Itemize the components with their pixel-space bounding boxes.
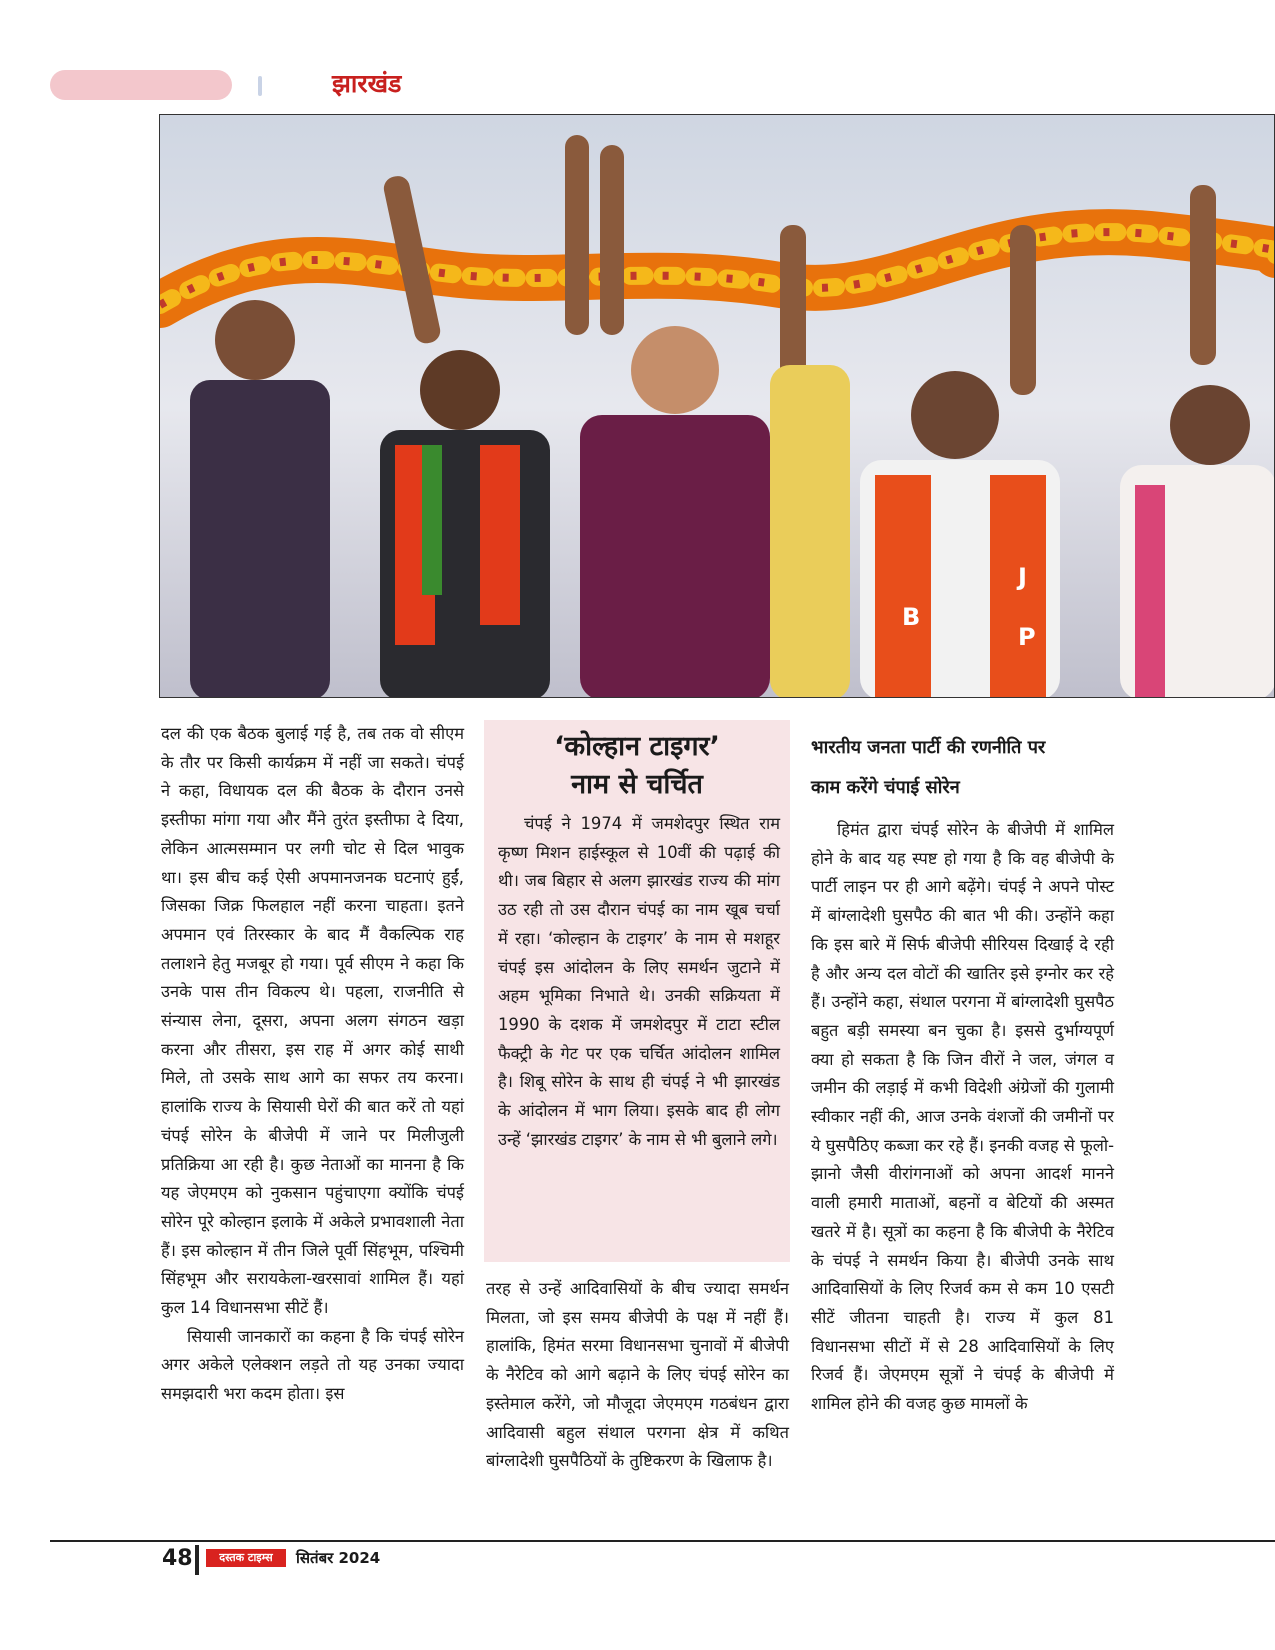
box-paragraph: चंपई ने 1974 में जमशेदपुर स्थित राम कृष्ण मिशन हाईस्कूल से 10वीं की पढ़ाई की थी। जब बिहार से अलग झारखंड राज्य की मांग उठ रही तो उस दौरान चंपई का नाम खूब चर्चा में रहा। ‘कोल्हान के टाइगर’ के नाम से मशहूर चंपई इस आंदोलन के लिए समर्थन जुटाने में अहम भूमिका निभाते थे। उनकी सक्रियता में 1990 के दशक में जमशेदपुर में टाटा स्टील फैक्ट्री के गेट पर एक चर्चित आंदोलन शामिल है। शिबू सोरेन के साथ ही चंपई ने भी झारखंड के आंदोलन में भाग लिया। इसके बाद ही लोग उन्हें ‘झारखंड टाइगर’ के नाम से भी बुलाने लगे। — [498, 814, 780, 1149]
sidebar-box — [484, 720, 790, 1262]
middle-column — [486, 1275, 789, 1476]
right-paragraph: हिमंत द्वारा चंपई सोरेन के बीजेपी में शामिल होने के बाद यह स्पष्ट हो गया है कि वह बीजेपी के पार्टी लाइन पर ही आगे बढ़ेंगे। चंपई ने अपने पोस्ट में बांग्लादेशी घुसपैठ की बात भी की। उन्होंने कहा कि इस बारे में सिर्फ बीजेपी सीरियस दिखाई दे रही है और अन्य दल वोटों की खातिर इसे इग्नोर कर रहे हैं। उन्होंने कहा, संथाल परगना में बांग्लादेशी घुसपैठ बहुत बड़ी समस्या बन चुका है। इससे दुर्भाग्यपूर्ण क्या हो सकता है कि जिन वीरों ने जल, जंगल व जमीन की लड़ाई में कभी विदेशी अंग्रेजों की गुलामी स्वीकार नहीं की, आज उनके वंशजों की जमीनों पर ये घुसपैठिए कब्जा कर रहे हैं। इनकी वजह से फूलो-झानो जैसी वीरांगनाओं को अपना आदर्श मानने वाली हमारी माताओं, बहनों व बेटियों की अस्मत खतरे में है। सूत्रों का कहना है कि बीजेपी के नैरेटिव के चंपई ने समर्थन किया है। बीजेपी उनके साथ आदिवासियों के लिए रिजर्व कम से कम 10 एसटी सीटें जीतना चाहती है। राज्य में कुल 81 विधानसभा सीटों में से 28 आदिवासियों के लिए रिजर्व हैं। जेएमएम सूत्रों ने चंपई के बीजेपी में शामिल होने की वजह कुछ मामलों के — [811, 820, 1114, 1414]
box-title — [484, 728, 790, 804]
svg-text:J: J — [1018, 563, 1027, 591]
right-column-title — [811, 728, 1114, 808]
section-title: झारखंड — [332, 69, 402, 98]
left-paragraph-2: सियासी जानकारों का कहना है कि चंपई सोरेन अगर अकेले एलेक्शन लड़ते तो यह उनका ज्यादा समझदारी भरा कदम होता। इस — [161, 1326, 464, 1404]
rally-photo — [159, 114, 1275, 698]
svg-text:B: B — [902, 603, 921, 631]
right-title-line-1: भारतीय जनता पार्टी की रणनीति पर — [811, 737, 1046, 758]
svg-text:P: P — [1018, 623, 1036, 651]
header-separator — [258, 76, 262, 96]
photo-icon — [160, 115, 1275, 698]
box-title-line-1: ‘कोल्हान टाइगर’ — [554, 731, 720, 762]
left-paragraph-1: दल की एक बैठक बुलाई गई है, तब तक वो सीएम के तौर पर किसी कार्यक्रम में नहीं जा सकते। चंपई ने कहा, विधायक दल की बैठक के दौरान उनसे इस्तीफा मांगा गया और मैंने तुरंत इस्तीफा दे दिया, लेकिन आत्मसम्मान पर लगी चोट से दिल भावुक था। इस बीच कई ऐसी अपमानजनक घटनाएं हुईं, जिसका जिक्र फिलहाल नहीं करना चाहता। इतने अपमान एवं तिरस्कार के बाद मैं वैकल्पिक राह तलाशने हेतु मजबूर हो गया। पूर्व सीएम ने कहा कि उनके पास तीन विकल्प थे। पहला, राजनीति से संन्यास लेना, दूसरा, अपना अलग संगठन खड़ा करना और तीसरा, इस राह में अगर कोई साथी मिले, तो उसके साथ आगे का सफर तय करना। हालांकि राज्य के सियासी घेरों की बात करें तो यहां चंपई सोरेन के बीजेपी में जाने पर मिलीजुली प्रतिक्रिया आ रही है। कुछ नेताओं का मानना है कि यह जेएमएम को नुकसान पहुंचाएगा क्योंकि चंपई सोरेन पूरे कोल्हान इलाके में अकेले प्रभावशाली नेता हैं। इस कोल्हान में तीन जिले पूर्वी सिंहभूम, पश्चिमी सिंहभूम और सरायकेला-खरसावां शामिल हैं। यहां कुल 14 विधानसभा सीटें हैं। — [161, 724, 464, 1318]
footer-brand-logo: दस्तक टाइम्स — [206, 1549, 286, 1567]
page-number: 48 — [162, 1546, 193, 1571]
footer-separator — [195, 1545, 199, 1575]
box-body — [498, 810, 780, 1154]
left-column — [161, 720, 464, 1409]
right-column — [811, 728, 1114, 1419]
middle-paragraph: तरह से उन्हें आदिवासियों के बीच ज्यादा समर्थन मिलता, जो इस समय बीजेपी के पक्ष में नहीं हैं। हालांकि, हिमंत सरमा विधानसभा चुनावों में बीजेपी के नैरेटिव को आगे बढ़ाने के लिए चंपई सोरेन का इस्तेमाल करेंगे, जो मौजूदा जेएमएम गठबंधन द्वारा आदिवासी बहुल संथाल परगना क्षेत्र में कथित बांग्लादेशी घुसपैठियों के तुष्टिकरण के खिलाफ है। — [486, 1279, 789, 1471]
footer-date: सितंबर 2024 — [296, 1549, 381, 1567]
footer-rule — [50, 1540, 1275, 1542]
right-title-line-2: काम करेंगे चंपाई सोरेन — [811, 777, 960, 798]
header-pill — [50, 70, 232, 100]
box-title-line-2: नाम से चर्चित — [571, 769, 703, 800]
